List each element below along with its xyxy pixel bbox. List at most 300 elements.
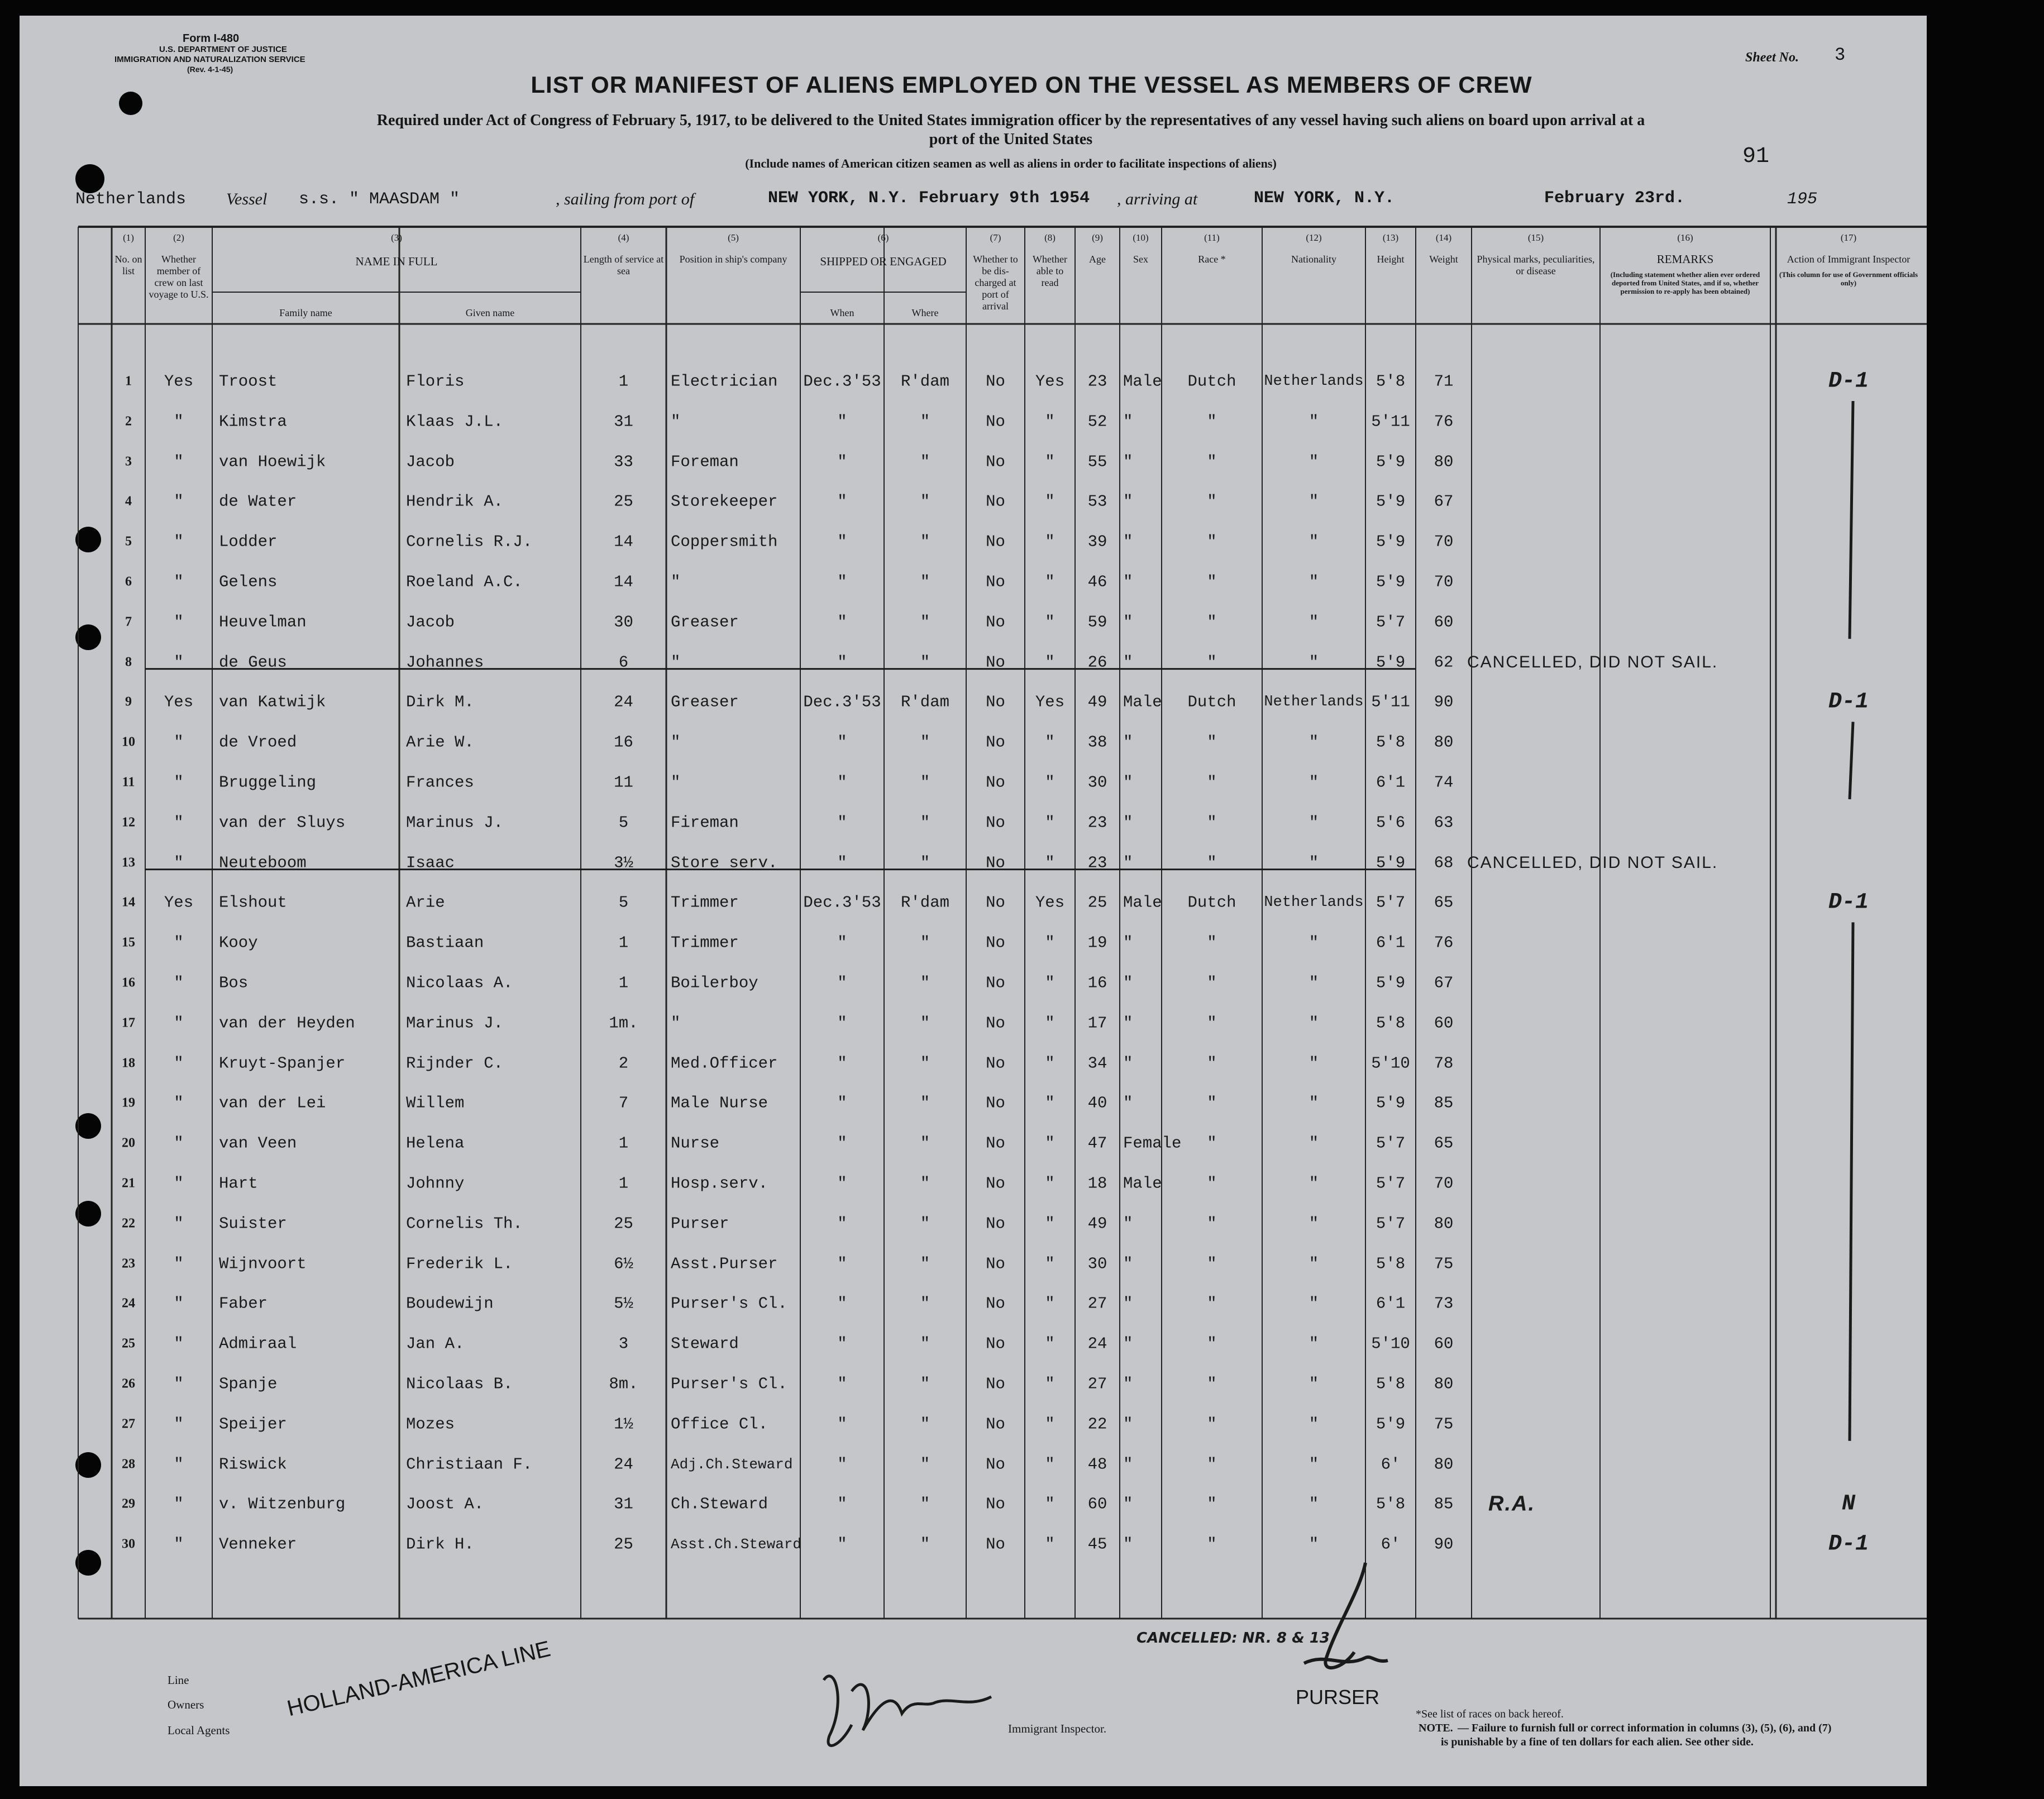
able-to-read: " <box>1045 572 1055 591</box>
discharged: No <box>986 1495 1005 1514</box>
inspector-tick-line <box>1850 401 1853 639</box>
row-number: 5 <box>125 534 132 549</box>
able-to-read: " <box>1045 1535 1055 1554</box>
shipped-when: " <box>837 452 847 471</box>
column-header: Height <box>1377 254 1405 265</box>
form-service: IMMIGRATION AND NATURALIZATION SERVICE <box>114 55 305 64</box>
last-voyage: Yes <box>164 372 194 391</box>
shipped-where: " <box>920 1415 930 1434</box>
height: 6'1 <box>1376 773 1406 792</box>
shipped-when: " <box>837 1054 847 1073</box>
height: 5'11 <box>1371 412 1410 431</box>
service-length: 14 <box>614 532 633 551</box>
shipped-where: " <box>920 813 930 832</box>
race: " <box>1207 1495 1217 1514</box>
age: 53 <box>1087 492 1107 511</box>
height: 6'1 <box>1376 933 1406 952</box>
nationality: " <box>1308 733 1319 752</box>
discharged: No <box>986 412 1005 431</box>
nationality: " <box>1308 773 1319 792</box>
race: " <box>1207 1254 1217 1273</box>
weight: 75 <box>1434 1254 1454 1273</box>
nationality: Netherlands <box>1264 894 1364 912</box>
family-name: Suister <box>219 1214 287 1233</box>
given-name: Jan A. <box>406 1334 465 1353</box>
column-subheader: Where <box>911 307 939 318</box>
last-voyage: " <box>174 653 184 672</box>
weight: 67 <box>1434 974 1454 992</box>
height: 5'8 <box>1376 1375 1406 1394</box>
column-header: Physical marks, peculiarities, or disease <box>1477 254 1595 276</box>
shipped-where: " <box>920 613 930 632</box>
sex: " <box>1123 813 1133 832</box>
race: " <box>1207 1375 1217 1394</box>
shipped-where: " <box>920 773 930 792</box>
shipped-when: " <box>837 492 847 511</box>
column-note: (Including statement whether alien ever ordered deported from United States, and if so, whether permission to re-apply has been obtained) <box>1610 270 1760 295</box>
weight: 80 <box>1434 1375 1454 1394</box>
position: " <box>671 412 681 431</box>
subtitle-line3: (Include names of American citizen seamen as well as aliens in order to facilitate inspections of aliens) <box>745 156 1277 170</box>
shipped-when: " <box>837 813 847 832</box>
position: Trimmer <box>671 893 739 912</box>
position: Boilerboy <box>671 974 758 992</box>
weight: 65 <box>1434 1134 1454 1153</box>
last-voyage: " <box>174 492 184 511</box>
able-to-read: " <box>1045 1455 1055 1474</box>
column-header: Whether member of crew on last voyage to U.S. <box>149 254 209 300</box>
position: Purser <box>671 1214 729 1233</box>
last-voyage: " <box>174 1535 184 1554</box>
vessel-label: Vessel <box>226 190 268 208</box>
service-length: 25 <box>614 492 633 511</box>
inspector-signature <box>801 1658 1014 1769</box>
service-length: 1½ <box>614 1415 633 1434</box>
weight: 74 <box>1434 773 1454 792</box>
inspector-action: D-1 <box>1828 369 1869 394</box>
position: Asst.Purser <box>671 1254 778 1273</box>
height: 6' <box>1381 1455 1401 1474</box>
height: 5'6 <box>1376 813 1406 832</box>
height: 5'9 <box>1376 653 1406 672</box>
able-to-read: " <box>1045 653 1055 672</box>
position: Coppersmith <box>671 532 778 551</box>
nationality: " <box>1308 1174 1319 1193</box>
shipped-when: " <box>837 933 847 952</box>
race: " <box>1207 933 1217 952</box>
agents-label: Local Agents <box>168 1724 230 1737</box>
family-name: Venneker <box>219 1535 297 1554</box>
inspector-action: N <box>1841 1491 1856 1517</box>
shipped-where: " <box>920 974 930 992</box>
shipped-when: " <box>837 572 847 591</box>
shipped-where: " <box>920 1495 930 1514</box>
service-length: 5 <box>618 893 629 912</box>
manifest-page <box>20 16 1927 1786</box>
nationality: " <box>1308 412 1319 431</box>
given-name: Marinus J. <box>406 813 504 832</box>
race: " <box>1207 613 1217 632</box>
shipped-when: " <box>837 974 847 992</box>
race: " <box>1207 1294 1217 1313</box>
row-number: 9 <box>125 694 132 709</box>
position: Med.Officer <box>671 1054 778 1073</box>
discharged: No <box>986 1294 1005 1313</box>
given-name: Roeland A.C. <box>406 572 523 591</box>
height: 5'9 <box>1376 1094 1406 1113</box>
given-name: Frances <box>406 773 474 792</box>
column-number: (14) <box>1435 232 1452 243</box>
form-dept: U.S. DEPARTMENT OF JUSTICE <box>159 45 287 54</box>
nationality: " <box>1308 532 1319 551</box>
position: Male Nurse <box>671 1094 768 1113</box>
shipped-when: " <box>837 613 847 632</box>
row-number: 17 <box>122 1015 135 1030</box>
row-number: 2 <box>125 414 132 429</box>
age: 16 <box>1087 974 1107 992</box>
last-voyage: " <box>174 933 184 952</box>
race: " <box>1207 572 1217 591</box>
page-stamp: 91 <box>1742 144 1770 169</box>
sex: " <box>1123 1455 1133 1474</box>
shipped-where: " <box>920 492 930 511</box>
shipped-when: " <box>837 1294 847 1313</box>
family-name: van Hoewijk <box>219 452 326 471</box>
column-header: Whether able to read <box>1033 254 1067 288</box>
given-name: Christiaan F. <box>406 1455 533 1474</box>
family-name: de Geus <box>219 653 287 672</box>
nationality: " <box>1308 1455 1319 1474</box>
service-length: 1 <box>618 933 629 952</box>
row-number: 28 <box>122 1457 135 1472</box>
position: Greaser <box>671 613 739 632</box>
height: 5'9 <box>1376 974 1406 992</box>
last-voyage: Yes <box>164 693 194 712</box>
weight: 78 <box>1434 1054 1454 1073</box>
given-name: Frederik L. <box>406 1254 513 1273</box>
service-length: 14 <box>614 572 633 591</box>
family-name: van Veen <box>219 1134 297 1153</box>
shipped-when: " <box>837 1134 847 1153</box>
service-length: 16 <box>614 733 633 752</box>
weight: 60 <box>1434 1334 1454 1353</box>
age: 52 <box>1087 412 1107 431</box>
service-length: 25 <box>614 1214 633 1233</box>
position: Purser's Cl. <box>671 1294 787 1313</box>
able-to-read: Yes <box>1035 893 1065 912</box>
column-number: (3) <box>391 232 402 243</box>
height: 5'10 <box>1371 1054 1410 1073</box>
shipped-when: " <box>837 1495 847 1514</box>
discharged: No <box>986 1214 1005 1233</box>
shipped-where: " <box>920 1455 930 1474</box>
discharged: No <box>986 1455 1005 1474</box>
given-name: Dirk M. <box>406 693 474 712</box>
row-number: 20 <box>122 1135 135 1151</box>
sex: " <box>1123 974 1133 992</box>
given-name: Willem <box>406 1094 465 1113</box>
given-name: Cornelis Th. <box>406 1214 523 1233</box>
discharged: No <box>986 532 1005 551</box>
weight: 63 <box>1434 813 1454 832</box>
height: 5'7 <box>1376 1134 1406 1153</box>
physical-marks: R.A. <box>1488 1492 1535 1516</box>
given-name: Marinus J. <box>406 1014 504 1033</box>
age: 23 <box>1087 813 1107 832</box>
purser-signature <box>1293 1557 1393 1686</box>
able-to-read: " <box>1045 733 1055 752</box>
column-subheader: Family name <box>279 307 332 318</box>
able-to-read: " <box>1045 532 1055 551</box>
inspector-action: D-1 <box>1828 1531 1869 1557</box>
height: 5'8 <box>1376 1014 1406 1033</box>
races-note: *See list of races on back hereof. <box>1416 1708 1564 1720</box>
sex: " <box>1123 733 1133 752</box>
shipped-where: " <box>920 733 930 752</box>
last-voyage: " <box>174 1014 184 1033</box>
service-length: 6 <box>618 653 629 672</box>
given-name: Rijnder C. <box>406 1054 504 1073</box>
row-number: 18 <box>122 1056 135 1071</box>
last-voyage: " <box>174 1294 184 1313</box>
row-number: 1 <box>125 374 132 389</box>
weight: 76 <box>1434 412 1454 431</box>
row-number: 19 <box>122 1095 135 1110</box>
family-name: Troost <box>219 372 278 391</box>
last-voyage: " <box>174 613 184 632</box>
column-number: (6) <box>877 232 889 243</box>
given-name: Boudewijn <box>406 1294 494 1313</box>
sex: " <box>1123 492 1133 511</box>
column-number: (17) <box>1840 232 1857 243</box>
row-number: 27 <box>122 1416 135 1431</box>
column-number: (4) <box>618 232 629 243</box>
family-name: van der Lei <box>219 1094 326 1113</box>
nationality: " <box>1308 492 1319 511</box>
shipped-when: " <box>837 1254 847 1273</box>
age: 60 <box>1087 1495 1107 1514</box>
column-number: (9) <box>1092 232 1103 243</box>
sex: Female <box>1123 1134 1182 1153</box>
column-number: (11) <box>1204 232 1220 243</box>
able-to-read: Yes <box>1035 693 1065 712</box>
row-number: 13 <box>122 855 135 870</box>
family-name: van der Heyden <box>219 1014 355 1033</box>
manifest-title: LIST OR MANIFEST OF ALIENS EMPLOYED ON THE VESSEL AS MEMBERS OF CREW <box>531 71 1532 98</box>
discharged: No <box>986 452 1005 471</box>
row-number: 26 <box>122 1376 135 1391</box>
column-header: Whether to be dis-charged at port of arrival <box>973 254 1018 312</box>
family-name: Bruggeling <box>219 773 317 792</box>
shipped-where: " <box>920 1375 930 1394</box>
row-number: 6 <box>125 574 132 589</box>
column-header: Position in ship's company <box>679 254 787 265</box>
column-number: (2) <box>173 232 184 243</box>
weight: 90 <box>1434 1535 1454 1554</box>
shipped-where: " <box>920 853 930 872</box>
form-number: Form I-480 <box>183 32 240 45</box>
sex: " <box>1123 1495 1133 1514</box>
sex: " <box>1123 572 1133 591</box>
row-number: 25 <box>122 1336 135 1351</box>
age: 19 <box>1087 933 1107 952</box>
age: 47 <box>1087 1134 1107 1153</box>
last-voyage: " <box>174 1415 184 1434</box>
arrival-year: 195 <box>1787 190 1818 209</box>
height: 5'9 <box>1376 452 1406 471</box>
height: 5'8 <box>1376 1495 1406 1514</box>
age: 48 <box>1087 1455 1107 1474</box>
service-length: 24 <box>614 693 633 712</box>
sailing-label: , sailing from port of <box>556 190 695 208</box>
service-length: 33 <box>614 452 633 471</box>
shipped-when: Dec.3'53 <box>803 893 881 912</box>
shipped-when: " <box>837 1375 847 1394</box>
from-port: NEW YORK, N.Y. February 9th 1954 <box>768 189 1090 208</box>
height: 5'8 <box>1376 1254 1406 1273</box>
position: Nurse <box>671 1134 720 1153</box>
shipped-when: " <box>837 1174 847 1193</box>
race: " <box>1207 773 1217 792</box>
given-name: Klaas J.L. <box>406 412 504 431</box>
shipped-where: R'dam <box>900 693 950 712</box>
column-number: (1) <box>123 232 134 243</box>
race: " <box>1207 1174 1217 1193</box>
row-number: 10 <box>122 734 135 750</box>
given-name: Isaac <box>406 853 455 872</box>
inspector-tick-line <box>1850 722 1853 799</box>
height: 5'9 <box>1376 492 1406 511</box>
given-name: Dirk H. <box>406 1535 474 1554</box>
shipped-where: " <box>920 1294 930 1313</box>
column-header: Sex <box>1133 254 1148 265</box>
race: Dutch <box>1187 693 1236 712</box>
given-name: Nicolaas B. <box>406 1375 513 1394</box>
nationality: " <box>1308 1134 1319 1153</box>
age: 30 <box>1087 773 1107 792</box>
race: " <box>1207 653 1217 672</box>
position: Asst.Ch.Steward <box>671 1536 802 1553</box>
nationality: " <box>1308 813 1319 832</box>
sex: Male <box>1123 693 1162 712</box>
race: " <box>1207 532 1217 551</box>
discharged: No <box>986 974 1005 992</box>
shipped-where: R'dam <box>900 372 950 391</box>
given-name: Arie W. <box>406 733 474 752</box>
column-header: SHIPPED OR ENGAGED <box>820 255 947 268</box>
sex: " <box>1123 1014 1133 1033</box>
sex: " <box>1123 613 1133 632</box>
age: 26 <box>1087 653 1107 672</box>
able-to-read: " <box>1045 1334 1055 1353</box>
able-to-read: " <box>1045 1415 1055 1434</box>
position: Electrician <box>671 372 778 391</box>
nationality: " <box>1308 1014 1319 1033</box>
note-label: NOTE. <box>1419 1722 1453 1734</box>
vessel-flag: Netherlands <box>75 190 187 209</box>
age: 27 <box>1087 1375 1107 1394</box>
last-voyage: " <box>174 1094 184 1113</box>
age: 49 <box>1087 1214 1107 1233</box>
age: 17 <box>1087 1014 1107 1033</box>
age: 27 <box>1087 1294 1107 1313</box>
nationality: " <box>1308 613 1319 632</box>
shipped-where: " <box>920 452 930 471</box>
column-number: (5) <box>728 232 739 243</box>
last-voyage: " <box>174 1334 184 1353</box>
weight: 71 <box>1434 372 1454 391</box>
shipped-where: " <box>920 653 930 672</box>
service-length: 7 <box>618 1094 629 1113</box>
sex: " <box>1123 1254 1133 1273</box>
shipped-where: " <box>920 1054 930 1073</box>
nationality: " <box>1308 933 1319 952</box>
age: 25 <box>1087 893 1107 912</box>
discharged: No <box>986 693 1005 712</box>
able-to-read: " <box>1045 1014 1055 1033</box>
to-port: NEW YORK, N.Y. <box>1254 189 1395 208</box>
shipped-when: " <box>837 1094 847 1113</box>
able-to-read: " <box>1045 1254 1055 1273</box>
family-name: van der Sluys <box>219 813 346 832</box>
shipped-when: " <box>837 412 847 431</box>
position: Greaser <box>671 693 739 712</box>
shipped-when: " <box>837 1214 847 1233</box>
shipped-when: " <box>837 733 847 752</box>
service-length: 6½ <box>614 1254 633 1273</box>
nationality: " <box>1308 1535 1319 1554</box>
last-voyage: " <box>174 813 184 832</box>
service-length: 2 <box>618 1054 629 1073</box>
discharged: No <box>986 733 1005 752</box>
shipped-when: " <box>837 1535 847 1554</box>
race: " <box>1207 1014 1217 1033</box>
row-number: 22 <box>122 1216 135 1231</box>
given-name: Nicolaas A. <box>406 974 513 992</box>
weight: 70 <box>1434 532 1454 551</box>
row-number: 14 <box>122 895 135 910</box>
given-name: Hendrik A. <box>406 492 504 511</box>
position: Office Cl. <box>671 1415 768 1434</box>
height: 5'7 <box>1376 613 1406 632</box>
service-length: 1 <box>618 372 629 391</box>
given-name: Floris <box>406 372 465 391</box>
shipped-when: Dec.3'53 <box>803 372 881 391</box>
last-voyage: " <box>174 1054 184 1073</box>
weight: 76 <box>1434 933 1454 952</box>
given-name: Cornelis R.J. <box>406 532 533 551</box>
race: Dutch <box>1187 372 1236 391</box>
able-to-read: " <box>1045 974 1055 992</box>
discharged: No <box>986 813 1005 832</box>
position: Storekeeper <box>671 492 778 511</box>
family-name: Elshout <box>219 893 287 912</box>
position: Adj.Ch.Steward <box>671 1456 793 1473</box>
form-rev: (Rev. 4-1-45) <box>187 65 233 74</box>
shipped-where: " <box>920 1214 930 1233</box>
weight: 80 <box>1434 733 1454 752</box>
able-to-read: " <box>1045 1054 1055 1073</box>
nationality: " <box>1308 452 1319 471</box>
height: 5'9 <box>1376 572 1406 591</box>
race: " <box>1207 733 1217 752</box>
age: 18 <box>1087 1174 1107 1193</box>
service-length: 5½ <box>614 1294 633 1313</box>
column-number: (16) <box>1677 232 1693 243</box>
able-to-read: " <box>1045 613 1055 632</box>
nationality: " <box>1308 1334 1319 1353</box>
last-voyage: " <box>174 773 184 792</box>
